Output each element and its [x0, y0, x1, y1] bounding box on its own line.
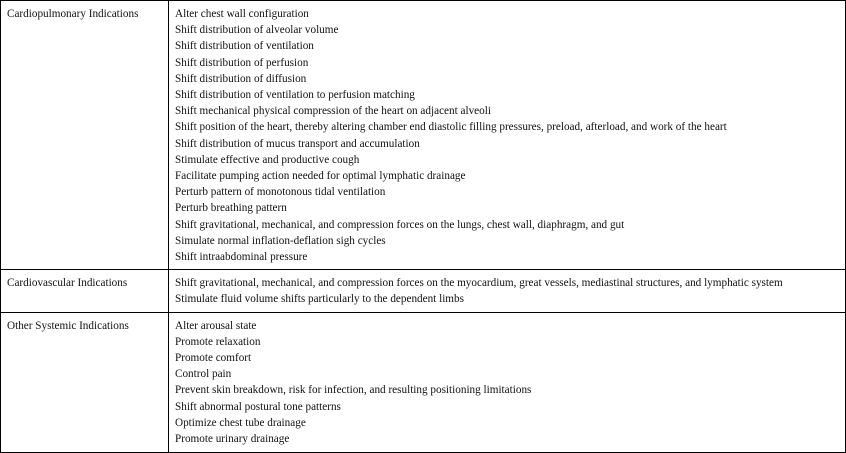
list-item: Perturb breathing pattern: [175, 202, 287, 215]
list-item: Promote relaxation: [175, 335, 261, 348]
list-item: Shift distribution of diffusion: [175, 72, 307, 85]
category-cell: Cardiopulmonary Indications: [1, 1, 169, 270]
items-cell: [169, 1, 846, 270]
list-item: Alter chest wall configuration: [175, 8, 309, 20]
list-item: Prevent skin breakdown, risk for infection, and resulting positioning limitations: [175, 384, 532, 397]
list-item: Shift mechanical physical compression of the heart on adjacent alveoli: [175, 105, 491, 118]
category-cell: Cardiovascular Indications: [1, 270, 169, 312]
list-item: Control pain: [175, 368, 232, 381]
list-item: Stimulate effective and productive cough: [175, 153, 360, 166]
list-item: Shift distribution of alveolar volume: [175, 24, 339, 37]
list-item: Alter arousal state: [175, 319, 257, 332]
list-item: Shift gravitational, mechanical, and compression forces on the myocardium, great vessels, mediastinal structures, and lymphatic system: [175, 277, 783, 290]
table-row-cardiopulmonary: [1, 1, 846, 270]
table-row-other-systemic: [1, 312, 846, 452]
list-item: Shift intraabdominal pressure: [175, 251, 308, 264]
list-item: Optimize chest tube drainage: [175, 416, 306, 429]
list-item: Shift position of the heart, thereby altering chamber end diastolic filling pressures, preload, afterload, and work of the heart: [175, 121, 727, 134]
list-item: Shift distribution of mucus transport and accumulation: [175, 137, 420, 150]
list-item: Stimulate fluid volume shifts particularly to the dependent limbs: [175, 293, 464, 306]
list-item: Shift distribution of ventilation to perfusion matching: [175, 89, 415, 102]
list-item: Shift distribution of ventilation: [175, 40, 314, 53]
list-item: Promote comfort: [175, 352, 252, 365]
list-item: Perturb pattern of monotonous tidal ventilation: [175, 186, 386, 199]
items-cell: [169, 270, 846, 312]
list-item: Shift gravitational, mechanical, and compression forces on the lungs, chest wall, diaphragm, and gut: [175, 218, 625, 231]
list-item: Facilitate pumping action needed for optimal lymphatic drainage: [175, 170, 466, 183]
table-row-cardiovascular: [1, 270, 846, 312]
list-item: Promote urinary drainage: [175, 433, 290, 446]
list-item: Shift abnormal postural tone patterns: [175, 400, 341, 413]
list-item: Shift distribution of perfusion: [175, 56, 309, 69]
category-cell: Other Systemic Indications: [1, 312, 169, 452]
items-cell: [169, 312, 846, 452]
list-item: Simulate normal inflation-deflation sigh cycles: [175, 234, 386, 247]
